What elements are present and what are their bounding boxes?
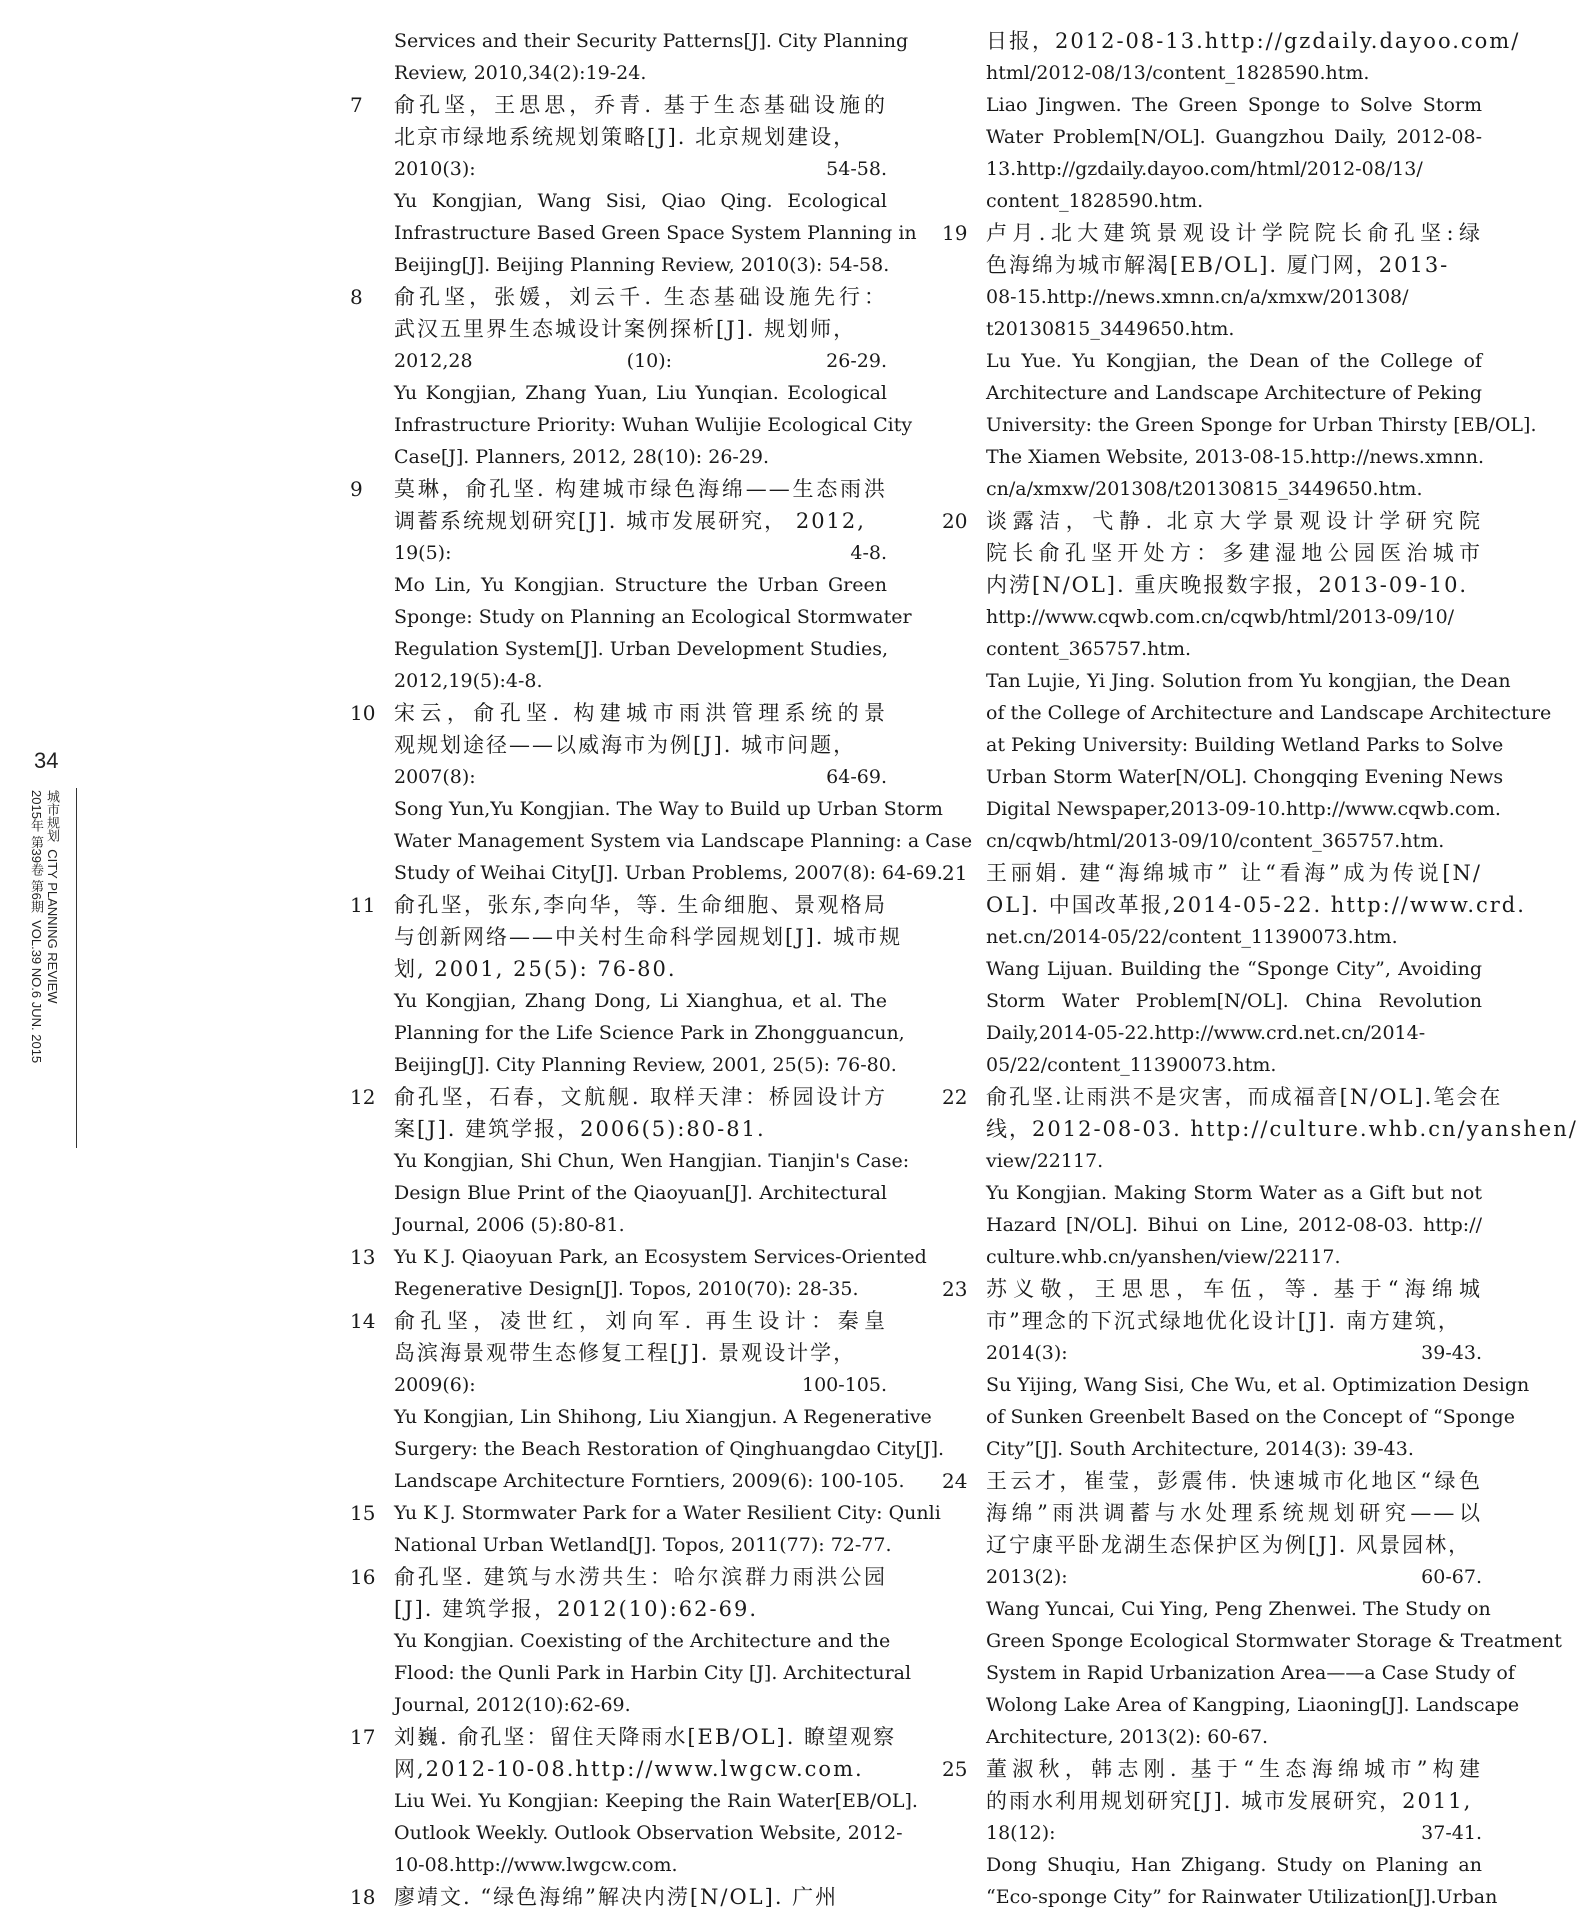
reference-line: of Sunken Greenbelt Based on the Concept of “Sponge: [986, 1406, 1515, 1428]
reference-line: 辽宁康平卧龙湖生态保护区为例[J]. 风景园林，: [986, 1533, 1472, 1557]
reference-line: 廖靖文. “绿色海绵”解决内涝[N/OL]. 广州: [394, 1885, 839, 1909]
reference-number: 22: [942, 1085, 968, 1109]
reference-line: Yu Kongjian, Shi Chun, Wen Hangjian. Tianjin's Case:: [394, 1150, 910, 1172]
reference-line: Liu Wei. Yu Kongjian: Keeping the Rain Water[EB/OL].: [394, 1790, 918, 1812]
reference-entry: [350, 1241, 927, 1305]
reference-line: Water Management System via Landscape Planning: a Case: [394, 830, 973, 852]
reference-line: 董淑秋，韩志刚. 基于“生态海绵城市”构建: [986, 1757, 1482, 1781]
reference-number: 15: [350, 1501, 376, 1525]
reference-line: 岛滨海景观带生态修复工程[J]. 景观设计学，: [394, 1341, 857, 1365]
reference-line: The Xiamen Website, 2013-08-15.http://news.xmnn.: [986, 446, 1485, 468]
reference-line: Landscape Architecture Forntiers, 2009(6): 100-105.: [394, 1470, 905, 1492]
reference-line: Planning for the Life Science Park in Zhongguancun,: [394, 1022, 905, 1044]
reference-line: Yu Kongjian, Zhang Yuan, Liu Yunqian. Ecological: [394, 382, 887, 404]
reference-line: Song Yun,Yu Kongjian. The Way to Build up Urban Storm: [394, 798, 943, 820]
reference-line: 观规划途径——以威海市为例[J]. 城市问题，: [394, 733, 857, 757]
reference-number: 18: [350, 1885, 376, 1909]
reference-number: 16: [350, 1565, 376, 1589]
reference-line: 05/22/content_11390073.htm.: [986, 1054, 1277, 1076]
reference-line: Regulation System[J]. Urban Development Studies,: [394, 638, 889, 660]
reference-line: cn/a/xmxw/201308/t20130815_3449650.htm.: [986, 478, 1423, 500]
reference-number: 12: [350, 1085, 376, 1109]
reference-line: http://www.cqwb.com.cn/cqwb/html/2013-09/10/: [986, 606, 1455, 628]
reference-line: 俞孔坚，凌世红，刘向军. 再生设计：秦皇: [394, 1309, 887, 1333]
reference-line: Flood: the Qunli Park in Harbin City [J]. Architectural: [394, 1662, 912, 1684]
reference-line: 莫琳，俞孔坚. 构建城市绿色海绵——生态雨洪: [394, 477, 887, 501]
reference-line: 2009(6): 100-105.: [394, 1374, 887, 1396]
reference-entry: [942, 1465, 1562, 1753]
reference-line: Design Blue Print of the Qiaoyuan[J]. Architectural: [394, 1182, 887, 1204]
reference-line: 2012,19(5):4-8.: [394, 670, 543, 692]
reference-line: 海绵”雨洪调蓄与水处理系统规划研究——以: [986, 1501, 1482, 1525]
reference-line: Regenerative Design[J]. Topos, 2010(70): 28-35.: [394, 1278, 859, 1300]
reference-line: cn/cqwb/html/2013-09/10/content_365757.htm.: [986, 830, 1445, 852]
reference-line: City”[J]. South Architecture, 2014(3): 39-43.: [986, 1438, 1414, 1460]
reference-line: 调蓄系统规划研究[J]. 城市发展研究， 2012,: [394, 509, 866, 533]
reference-line: culture.whb.cn/yanshen/view/22117.: [986, 1246, 1341, 1268]
reference-line: Lu Yue. Yu Kongjian, the Dean of the College of: [986, 350, 1482, 372]
reference-line: content_1828590.htm.: [986, 190, 1204, 212]
reference-entry: [350, 1881, 887, 1913]
reference-line: Yu Kongjian, Wang Sisi, Qiao Qing. Ecological: [394, 190, 887, 212]
page-number: 34: [34, 748, 59, 773]
reference-line: 2010(3): 54-58.: [394, 158, 887, 180]
reference-line: Storm Water Problem[N/OL]. China Revolution: [986, 990, 1482, 1012]
reference-line: of the College of Architecture and Landscape Architecture: [986, 702, 1552, 724]
reference-line: 内涝[N/OL]. 重庆晚报数字报，2013-09-10.: [986, 573, 1469, 597]
reference-number: 20: [942, 509, 968, 533]
reference-line: Digital Newspaper,2013-09-10.http://www.cqwb.com.: [986, 798, 1501, 820]
reference-line: Journal, 2006 (5):80-81.: [394, 1214, 625, 1236]
reference-line: Mo Lin, Yu Kongjian. Structure the Urban Green: [394, 574, 887, 596]
reference-line: Journal, 2012(10):62-69.: [394, 1694, 631, 1716]
reference-line: Yu K J. Qiaoyuan Park, an Ecosystem Services-Oriented: [394, 1246, 927, 1268]
reference-entry: [942, 857, 1526, 1081]
reference-line: 与创新网络——中关村生命科学园规划[J]. 城市规: [394, 925, 903, 949]
reference-line: Su Yijing, Wang Sisi, Che Wu, et al. Optimization Design: [986, 1374, 1530, 1396]
reference-entry: [942, 1081, 1578, 1273]
reference-line: 刘巍. 俞孔坚：留住天降雨水[EB/OL]. 瞭望观察: [394, 1725, 897, 1749]
reference-line: 院长俞孔坚开处方：多建湿地公园医治城市: [986, 541, 1482, 565]
reference-line: 13.http://gzdaily.dayoo.com/html/2012-08/13/: [986, 158, 1423, 180]
reference-line: 的雨水利用规划研究[J]. 城市发展研究，2011,: [986, 1789, 1473, 1813]
reference-line: Yu Kongjian. Making Storm Water as a Gift but not: [986, 1182, 1482, 1204]
reference-line: html/2012-08/13/content_1828590.htm.: [986, 62, 1370, 84]
reference-line: Services and their Security Patterns[J]. City Planning: [394, 30, 909, 52]
reference-line: Yu Kongjian. Coexisting of the Architecture and the: [394, 1630, 891, 1652]
reference-line: Wang Lijuan. Building the “Sponge City”, Avoiding: [986, 958, 1482, 980]
reference-line: 网,2012-10-08.http://www.lwgcw.com.: [394, 1757, 864, 1781]
reference-line: 俞孔坚. 建筑与水涝共生：哈尔滨群力雨洪公园: [394, 1565, 887, 1589]
reference-line: 2012,28 (10): 26-29.: [394, 350, 887, 372]
reference-line: Architecture and Landscape Architecture of Peking: [986, 382, 1482, 404]
reference-line: 武汉五里界生态城设计案例探析[J]. 规划师，: [394, 317, 857, 341]
page-sidebar: [26, 748, 74, 1148]
reference-number: 8: [350, 285, 363, 309]
reference-line: Daily,2014-05-22.http://www.crd.net.cn/2014-: [986, 1022, 1426, 1044]
reference-line: Review, 2010,34(2):19-24.: [394, 62, 647, 84]
reference-number: 23: [942, 1277, 968, 1301]
reference-line: 10-08.http://www.lwgcw.com.: [394, 1854, 678, 1876]
reference-line: 俞孔坚，石春，文航舰. 取样天津：桥园设计方: [394, 1085, 887, 1109]
sidebar-divider: [76, 788, 77, 1148]
reference-number: 25: [942, 1757, 968, 1781]
reference-line: 俞孔坚，王思思，乔青. 基于生态基础设施的: [394, 93, 887, 117]
reference-entry: [350, 89, 917, 281]
reference-number: 9: [350, 477, 363, 501]
reference-line: Outlook Weekly. Outlook Observation Website, 2012-: [394, 1822, 903, 1844]
reference-line: 北京市绿地系统规划策略[J]. 北京规划建设，: [394, 125, 857, 149]
reference-line: Wang Yuncai, Cui Ying, Peng Zhenwei. The Study on: [986, 1598, 1491, 1620]
reference-number: 7: [350, 93, 363, 117]
reference-line: Yu Kongjian, Lin Shihong, Liu Xiangjun. A Regenerative: [394, 1406, 932, 1428]
reference-line: 划, 2001, 25(5): 76-80.: [394, 957, 677, 981]
reference-number: 17: [350, 1725, 376, 1749]
reference-entry: [942, 1273, 1530, 1465]
reference-number: 13: [350, 1245, 376, 1269]
reference-line: Yu Kongjian, Zhang Dong, Li Xianghua, et al. The: [394, 990, 887, 1012]
reference-line: 市”理念的下沉式绿地优化设计[J]. 南方建筑，: [986, 1309, 1461, 1333]
reference-line: Sponge: Study on Planning an Ecological Stormwater: [394, 606, 912, 628]
reference-entry: [350, 473, 912, 697]
reference-line: Liao Jingwen. The Green Sponge to Solve Storm: [986, 94, 1482, 116]
reference-line: net.cn/2014-05/22/content_11390073.htm.: [986, 926, 1398, 948]
reference-entry: [350, 889, 905, 1081]
reference-line: Surgery: the Beach Restoration of Qinghuangdao City[J].: [394, 1438, 945, 1460]
reference-number: 21: [942, 861, 968, 885]
reference-line: 苏义敬，王思思，车伍，等. 基于“海绵城: [986, 1277, 1482, 1301]
reference-line: view/22117.: [986, 1150, 1104, 1172]
reference-line: [J]. 建筑学报，2012(10):62-69.: [394, 1597, 758, 1621]
reference-line: 王丽娟. 建“海绵城市” 让“看海”成为传说[N/: [986, 861, 1482, 885]
reference-line: content_365757.htm.: [986, 638, 1192, 660]
reference-line: Green Sponge Ecological Stormwater Storage & Treatment: [986, 1630, 1562, 1652]
reference-line: Hazard [N/OL]. Bihui on Line, 2012-08-03. http://: [986, 1214, 1482, 1236]
reference-line: Water Problem[N/OL]. Guangzhou Daily, 2012-08-: [986, 126, 1482, 148]
reference-column-right: [942, 25, 1578, 1913]
journal-name-cn: 城市规划: [45, 790, 60, 842]
reference-line: t20130815_3449650.htm.: [986, 318, 1235, 340]
reference-line: University: the Green Sponge for Urban Thirsty [EB/OL].: [986, 414, 1537, 436]
reference-line: Beijing[J]. Beijing Planning Review, 2010(3): 54-58.: [394, 254, 890, 276]
journal-name-en: CITY PLANNING REVIEW: [45, 849, 60, 1004]
reference-line: Study of Weihai City[J]. Urban Problems, 2007(8): 64-69.: [394, 862, 943, 884]
reference-line: 色海绵为城市解渴[EB/OL]. 厦门网，2013-: [986, 253, 1450, 277]
reference-entry: [350, 1497, 941, 1561]
reference-line: 王云才，崔莹，彭震伟. 快速城市化地区“绿色: [986, 1469, 1482, 1493]
reference-number: 14: [350, 1309, 376, 1333]
reference-line: 19(5): 4-8.: [394, 542, 887, 564]
reference-number: 24: [942, 1469, 968, 1493]
reference-line: 2007(8): 64-69.: [394, 766, 887, 788]
reference-number: 11: [350, 893, 376, 917]
reference-line: Wolong Lake Area of Kangping, Liaoning[J]. Landscape: [986, 1694, 1520, 1716]
reference-line: Dong Shuqiu, Han Zhigang. Study on Planing an: [986, 1854, 1482, 1876]
reference-line: Urban Storm Water[N/OL]. Chongqing Evening News: [986, 766, 1504, 788]
reference-line: Case[J]. Planners, 2012, 28(10): 26-29.: [394, 446, 770, 468]
reference-entry: [350, 1721, 918, 1881]
reference-line: Beijing[J]. City Planning Review, 2001, 25(5): 76-80.: [394, 1054, 897, 1076]
reference-entry: [942, 505, 1552, 857]
issue-cn: 2015年 第39卷 第6期: [29, 790, 44, 913]
reference-line: 08-15.http://news.xmnn.cn/a/xmxw/201308/: [986, 286, 1409, 308]
reference-line: Infrastructure Based Green Space System Planning in: [394, 222, 917, 244]
reference-line: 2013(2): 60-67.: [986, 1566, 1482, 1588]
reference-line: System in Rapid Urbanization Area——a Case Study of: [986, 1662, 1515, 1684]
reference-line: 2014(3): 39-43.: [986, 1342, 1482, 1364]
reference-number: 10: [350, 701, 376, 725]
reference-line: 案[J]. 建筑学报，2006(5):80-81.: [394, 1117, 766, 1141]
reference-line: 俞孔坚，张东,李向华，等. 生命细胞、景观格局: [394, 893, 887, 917]
reference-number: 19: [942, 221, 968, 245]
reference-line: National Urban Wetland[J]. Topos, 2011(77): 72-77.: [394, 1534, 892, 1556]
reference-line: Tan Lujie, Yi Jing. Solution from Yu kongjian, the Dean: [986, 670, 1511, 692]
issue-en: VOL.39 NO.6 JUN. 2015: [29, 920, 44, 1064]
reference-line: 卢月.北大建筑景观设计学院院长俞孔坚:绿: [986, 221, 1482, 245]
reference-entry: [942, 25, 1521, 217]
reference-entry: [942, 1753, 1498, 1913]
reference-entry: [942, 217, 1537, 505]
reference-entry: [350, 1305, 945, 1497]
reference-line: 日报，2012-08-13.http://gzdaily.dayoo.com/: [986, 29, 1521, 53]
reference-line: Yu K J. Stormwater Park for a Water Resilient City: Qunli: [394, 1502, 941, 1524]
reference-line: OL]. 中国改革报,2014-05-22. http://www.crd.: [986, 893, 1526, 917]
reference-line: “Eco-sponge City” for Rainwater Utilization[J].Urban: [986, 1886, 1498, 1908]
reference-entry: [350, 25, 909, 89]
reference-entry: [350, 1561, 912, 1721]
reference-line: 宋云，俞孔坚. 构建城市雨洪管理系统的景: [394, 701, 887, 725]
reference-entry: [350, 281, 913, 473]
reference-line: 18(12): 37-41.: [986, 1822, 1482, 1844]
reference-line: Infrastructure Priority: Wuhan Wulijie Ecological City: [394, 414, 913, 436]
reference-line: at Peking University: Building Wetland Parks to Solve: [986, 734, 1504, 756]
reference-line: 线，2012-08-03. http://culture.whb.cn/yanshen/: [986, 1117, 1578, 1141]
reference-line: Architecture, 2013(2): 60-67.: [986, 1726, 1269, 1748]
reference-line: 俞孔坚，张媛，刘云千. 生态基础设施先行：: [394, 285, 887, 309]
reference-entry: [350, 1081, 910, 1241]
running-header: [28, 790, 60, 1063]
reference-line: 俞孔坚.让雨洪不是灾害，而成福音[N/OL].笔会在: [986, 1085, 1503, 1109]
reference-line: 谈露洁，弋静. 北京大学景观设计学研究院: [986, 509, 1482, 533]
